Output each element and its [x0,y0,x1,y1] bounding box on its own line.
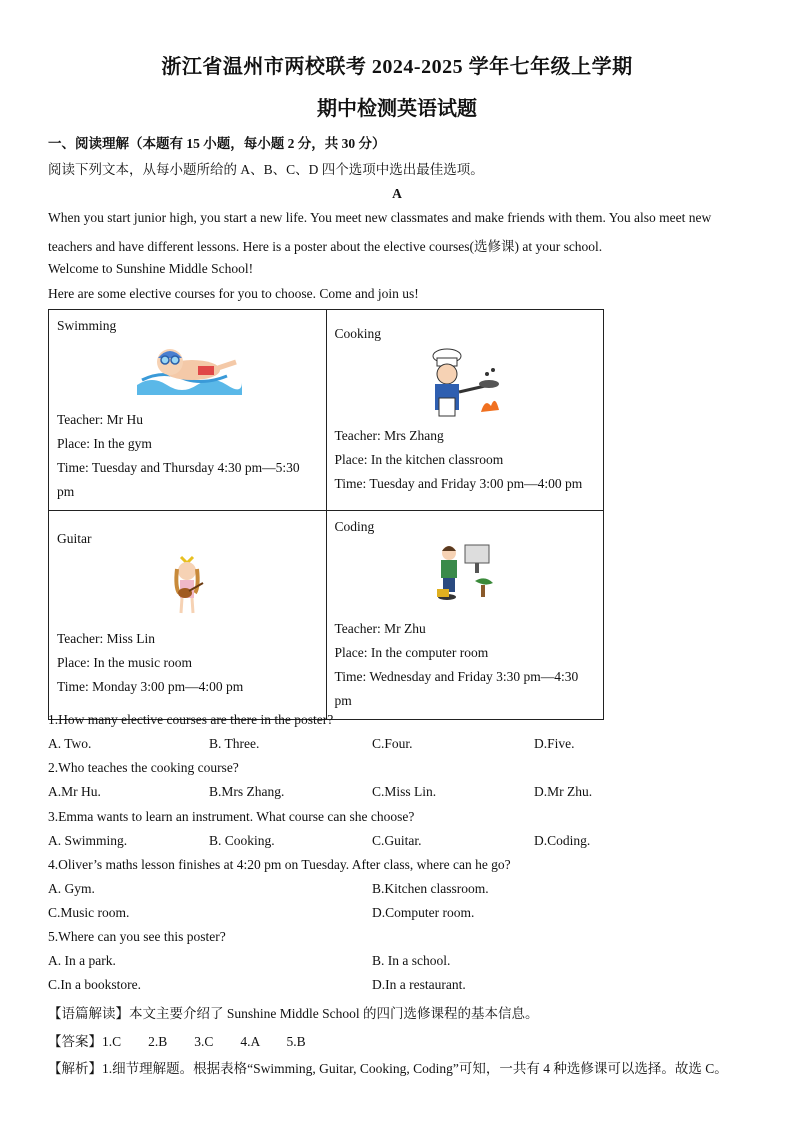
place-text: Place: In the kitchen classroom [334,452,504,467]
part-label: A [392,186,402,201]
time-text: Time: Tuesday and Friday 3:00 pm—4:00 pm [334,476,583,491]
explanation: 【解析】1.细节理解题。根据表格“Swimming, Guitar, Cooking, Coding”可知，一共有 4 种选修课可以选择。故选 C。 [48,1061,728,1076]
passage-line-2: teachers and have different lessons. Here is a poster about the elective courses(选修课) at your school. [48,239,603,254]
teacher-text: Teacher: Mrs Zhang [334,428,444,443]
cooking-cell [326,310,604,511]
option-d: D.Five. [534,736,575,751]
coding-cell [326,511,604,720]
option-c: C.Music room. [48,905,130,920]
course-name: Guitar [57,531,92,546]
option-c: C.Four. [372,736,413,751]
passage-line-1: When you start junior high, you start a new life. You meet new classmates and make friends with them. You also meet new [48,210,712,225]
place-text: Place: In the computer room [334,645,489,660]
option-b: B.Kitchen classroom. [372,881,489,896]
option-d: D.Computer room. [372,905,475,920]
passage-line-3: Welcome to Sunshine Middle School! [48,261,254,276]
exam-title: 浙江省温州市两校联考 2024-2025 学年七年级上学期 [161,56,633,78]
option-d: D.Mr Zhu. [534,784,593,799]
option-a: A. Swimming. [48,833,128,848]
option-c: C.Guitar. [372,833,422,848]
time-text: Time: Wednesday and Friday 3:30 pm—4:30 [334,669,579,684]
option-c: C.In a bookstore. [48,977,141,992]
option-d: D.In a restaurant. [372,977,466,992]
question-4: 4.Oliver’s maths lesson finishes at 4:20 pm on Tuesday. After class, where can he go? [48,857,511,872]
coding-illustration [435,541,495,603]
time-text: Time: Tuesday and Thursday 4:30 pm—5:30 [57,460,300,475]
swimmer-illustration [132,340,242,400]
option-a: A. Gym. [48,881,95,896]
guitar-cell [49,511,327,720]
time-text-cont: pm [57,484,75,499]
passage-summary: 【语篇解读】本文主要介绍了 Sunshine Middle School 的四门选修课程的基本信息。 [48,1006,539,1021]
option-b: B. Cooking. [209,833,275,848]
chef-illustration [425,348,505,418]
place-text: Place: In the music room [57,655,192,670]
time-text-cont: pm [334,693,352,708]
question-1: 1.How many elective courses are there in the poster? [48,712,334,727]
course-poster-table [48,309,604,720]
section-heading: 一、阅读理解（本题有 15 小题，每小题 2 分，共 30 分） [48,136,386,151]
option-a: A.Mr Hu. [48,784,101,799]
course-name: Coding [334,519,375,534]
question-5: 5.Where can you see this poster? [48,929,226,944]
option-a: A. In a park. [48,953,116,968]
teacher-text: Teacher: Miss Lin [57,631,156,646]
option-a: A. Two. [48,736,92,751]
guitar-girl-illustration [167,553,207,615]
teacher-text: Teacher: Mr Hu [57,412,144,427]
answer-key: 【答案】1.C 2.B 3.C 4.A 5.B [48,1034,306,1049]
option-b: B. Three. [209,736,260,751]
place-text: Place: In the gym [57,436,152,451]
option-b: B. In a school. [372,953,451,968]
section-instruction: 阅读下列文本，从每小题所给的 A、B、C、D 四个选项中选出最佳选项。 [48,162,484,177]
passage-line-4: Here are some elective courses for you to choose. Come and join us! [48,286,419,301]
teacher-text: Teacher: Mr Zhu [334,621,426,636]
swimming-cell [49,310,327,511]
question-3: 3.Emma wants to learn an instrument. What course can she choose? [48,809,415,824]
option-c: C.Miss Lin. [372,784,437,799]
course-name: Cooking [334,326,382,341]
course-name: Swimming [57,318,117,333]
option-d: D.Coding. [534,833,591,848]
question-2: 2.Who teaches the cooking course? [48,760,239,775]
option-b: B.Mrs Zhang. [209,784,285,799]
exam-subtitle: 期中检测英语试题 [317,98,477,120]
time-text: Time: Monday 3:00 pm—4:00 pm [57,679,244,694]
